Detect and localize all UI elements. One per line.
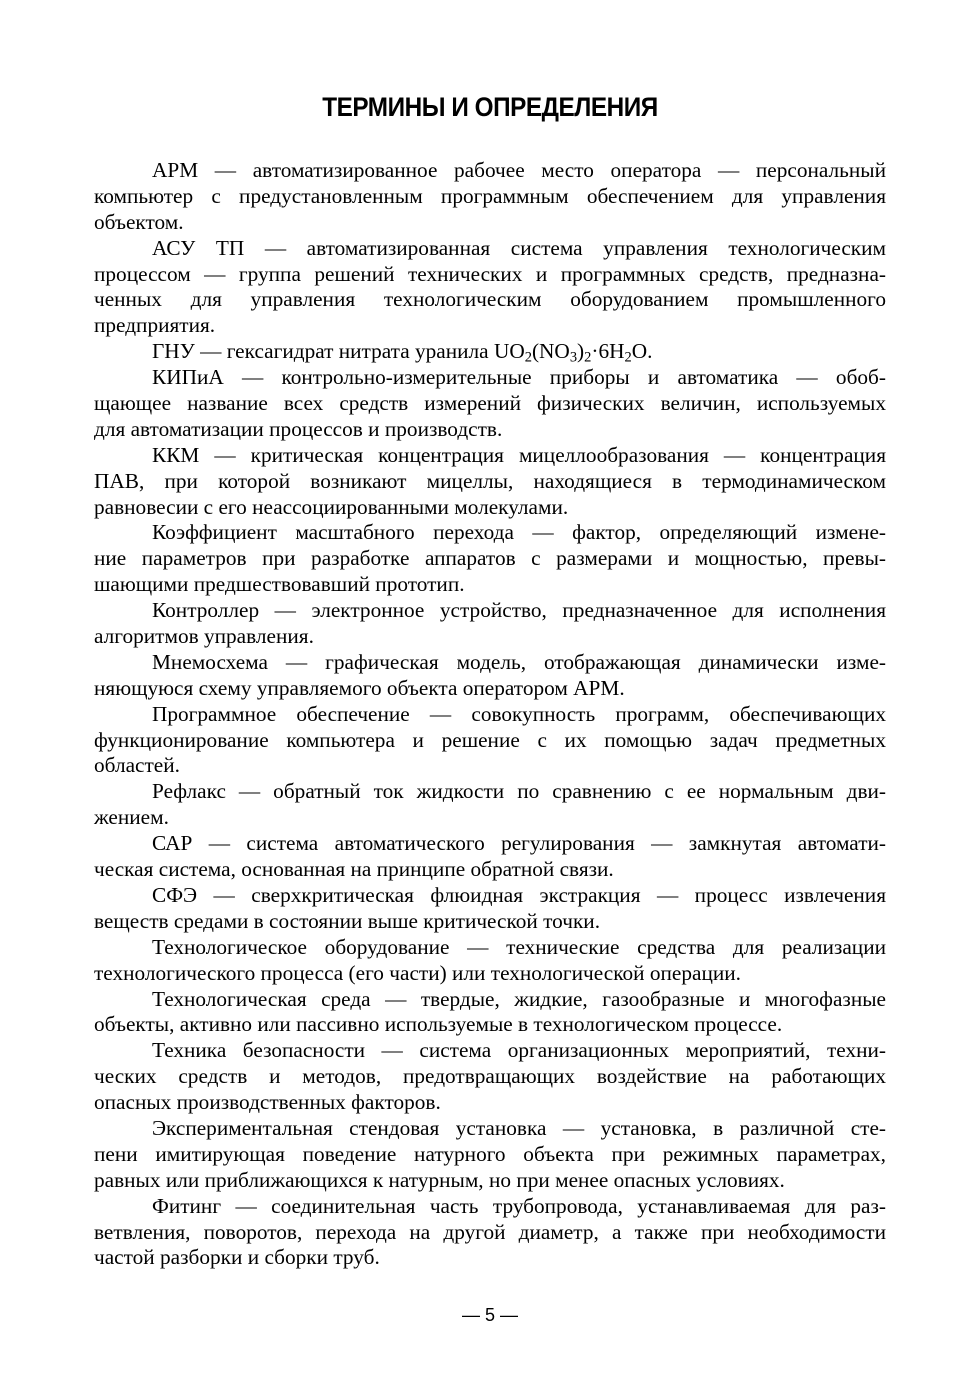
text-line: Программное обеспечение — совокупность программ, обеспечивающих [152, 701, 886, 726]
text-line: алгоритмов управления. [94, 624, 314, 649]
text-line-formula [94, 339, 886, 365]
definition-entry-kipia [94, 365, 886, 443]
text-line: для автоматизации процессов и производств. [94, 416, 503, 441]
text-line: Контроллер — электронное устройство, предназначенное для исполнения [152, 598, 886, 623]
definition-entry-mnemoscheme [94, 650, 886, 702]
definitions-list [94, 158, 886, 1271]
text-line: ченных для управления технологическим оборудованием промышленного [94, 287, 886, 312]
text-line: компьютер с предустановленным программным обеспечением для управления [94, 183, 886, 208]
definition-entry-reflux [94, 779, 886, 831]
text-line: щающее название всех средств измерений физических величин, используемых [94, 391, 886, 416]
formula-subscript: 2 [524, 349, 532, 366]
text-line: ческих средств и методов, предотвращающих воздействие на работающих [94, 1064, 886, 1089]
text-line: няющуюся схему управляемого объекта оператором АРМ. [94, 675, 625, 700]
text-line: Техника безопасности — система организационных мероприятий, техни- [152, 1038, 886, 1063]
text-line: Рефлакс — обратный ток жидкости по сравнению с ее нормальным дви- [152, 779, 886, 804]
text-line: объектом. [94, 209, 184, 234]
text-line: ние параметров при разработке аппаратов с размерами и мощностью, превы- [94, 546, 886, 571]
text-line: равных или приближающихся к натурным, но при менее опасных условиях. [94, 1167, 785, 1192]
text-line: Коэффициент масштабного перехода — фактор, определяющий измене- [152, 520, 886, 545]
formula-subscript: 3 [569, 349, 578, 366]
formula-text: (NO [531, 339, 570, 364]
definition-entry-scale-coefficient [94, 520, 886, 598]
definition-entry-safety [94, 1038, 886, 1116]
text-line: опасных производственных факторов. [94, 1090, 441, 1115]
text-line: предприятия. [94, 313, 216, 338]
definition-entry-software [94, 702, 886, 780]
text-line: технологического процесса (его части) или технологической операции. [94, 960, 741, 985]
definition-entry-test-bench [94, 1116, 886, 1194]
text-line: жением. [94, 805, 169, 830]
definition-entry-gnu [94, 339, 886, 365]
formula-text: O. [631, 339, 653, 364]
formula-text: ГНУ — гексагидрат нитрата уранила UO [152, 339, 525, 364]
text-line: равновесии с его неассоциированными молекулами. [94, 494, 569, 519]
text-line: Технологическая среда — твердые, жидкие, газообразные и многофазные [152, 986, 886, 1011]
text-line: Мнемосхема — графическая модель, отображающая динамически изме- [152, 649, 886, 674]
formula-subscript: 2 [584, 349, 592, 366]
text-line: СФЭ — сверхкритическая флюидная экстракция — процесс извлечения [152, 882, 886, 907]
text-line: объекты, активно или пассивно используемые в технологическом процессе. [94, 1012, 783, 1037]
page-title: ТЕРМИНЫ И ОПРЕДЕЛЕНИЯ [322, 92, 658, 122]
definition-entry-arm [94, 158, 886, 236]
definition-entry-controller [94, 598, 886, 650]
text-line: САР — система автоматического регулирования — замкнутая автомати- [152, 831, 886, 856]
text-line: частой разборки и сборки труб. [94, 1245, 380, 1270]
definition-entry-asu-tp [94, 236, 886, 340]
text-line: ККМ — критическая концентрация мицеллообразования — концентрация [152, 442, 886, 467]
text-line: веществ средами в состоянии выше критической точки. [94, 908, 601, 933]
text-line: КИПиА — контрольно-измерительные приборы и автоматика — обоб- [152, 365, 886, 390]
text-line: шающими предшествовавший прототип. [94, 572, 465, 597]
text-line: процессом — группа решений технических и программных средств, предназна- [94, 261, 886, 286]
text-line: пени имитирующая поведение натурного объекта при режимных параметрах, [94, 1141, 886, 1166]
text-line: АСУ ТП — автоматизированная система управления технологическим [152, 235, 886, 260]
text-line: ческая система, основанная на принципе обратной связи. [94, 857, 614, 882]
definition-entry-tech-medium [94, 987, 886, 1039]
formula-subscript: 2 [624, 349, 632, 366]
page-number: — 5 — [461, 1305, 518, 1325]
definition-entry-fitting [94, 1194, 886, 1272]
formula-text: ·6H [591, 339, 625, 364]
text-line: функционирование компьютера и решение с их помощью задач предметных [94, 727, 886, 752]
formula-text: ) [577, 339, 585, 364]
text-line: ветвления, поворотов, перехода на другой диаметр, а также при необходимости [94, 1219, 886, 1244]
text-line: ПАВ, при которой возникают мицеллы, находящиеся в термодинамическом [94, 468, 886, 493]
text-line: Фитинг — соединительная часть трубопровода, устанавливаемая для раз- [152, 1193, 886, 1218]
text-line: Экспериментальная стендовая установка — установка, в различной сте- [152, 1115, 886, 1140]
definition-entry-kkm [94, 443, 886, 521]
definition-entry-tech-equipment [94, 935, 886, 987]
definition-entry-sfe [94, 883, 886, 935]
text-line: Технологическое оборудование — технические средства для реализации [152, 934, 886, 959]
definition-entry-sar [94, 831, 886, 883]
text-line: областей. [94, 753, 180, 778]
text-line: АРМ — автоматизированное рабочее место оператора — персональный [152, 158, 886, 182]
